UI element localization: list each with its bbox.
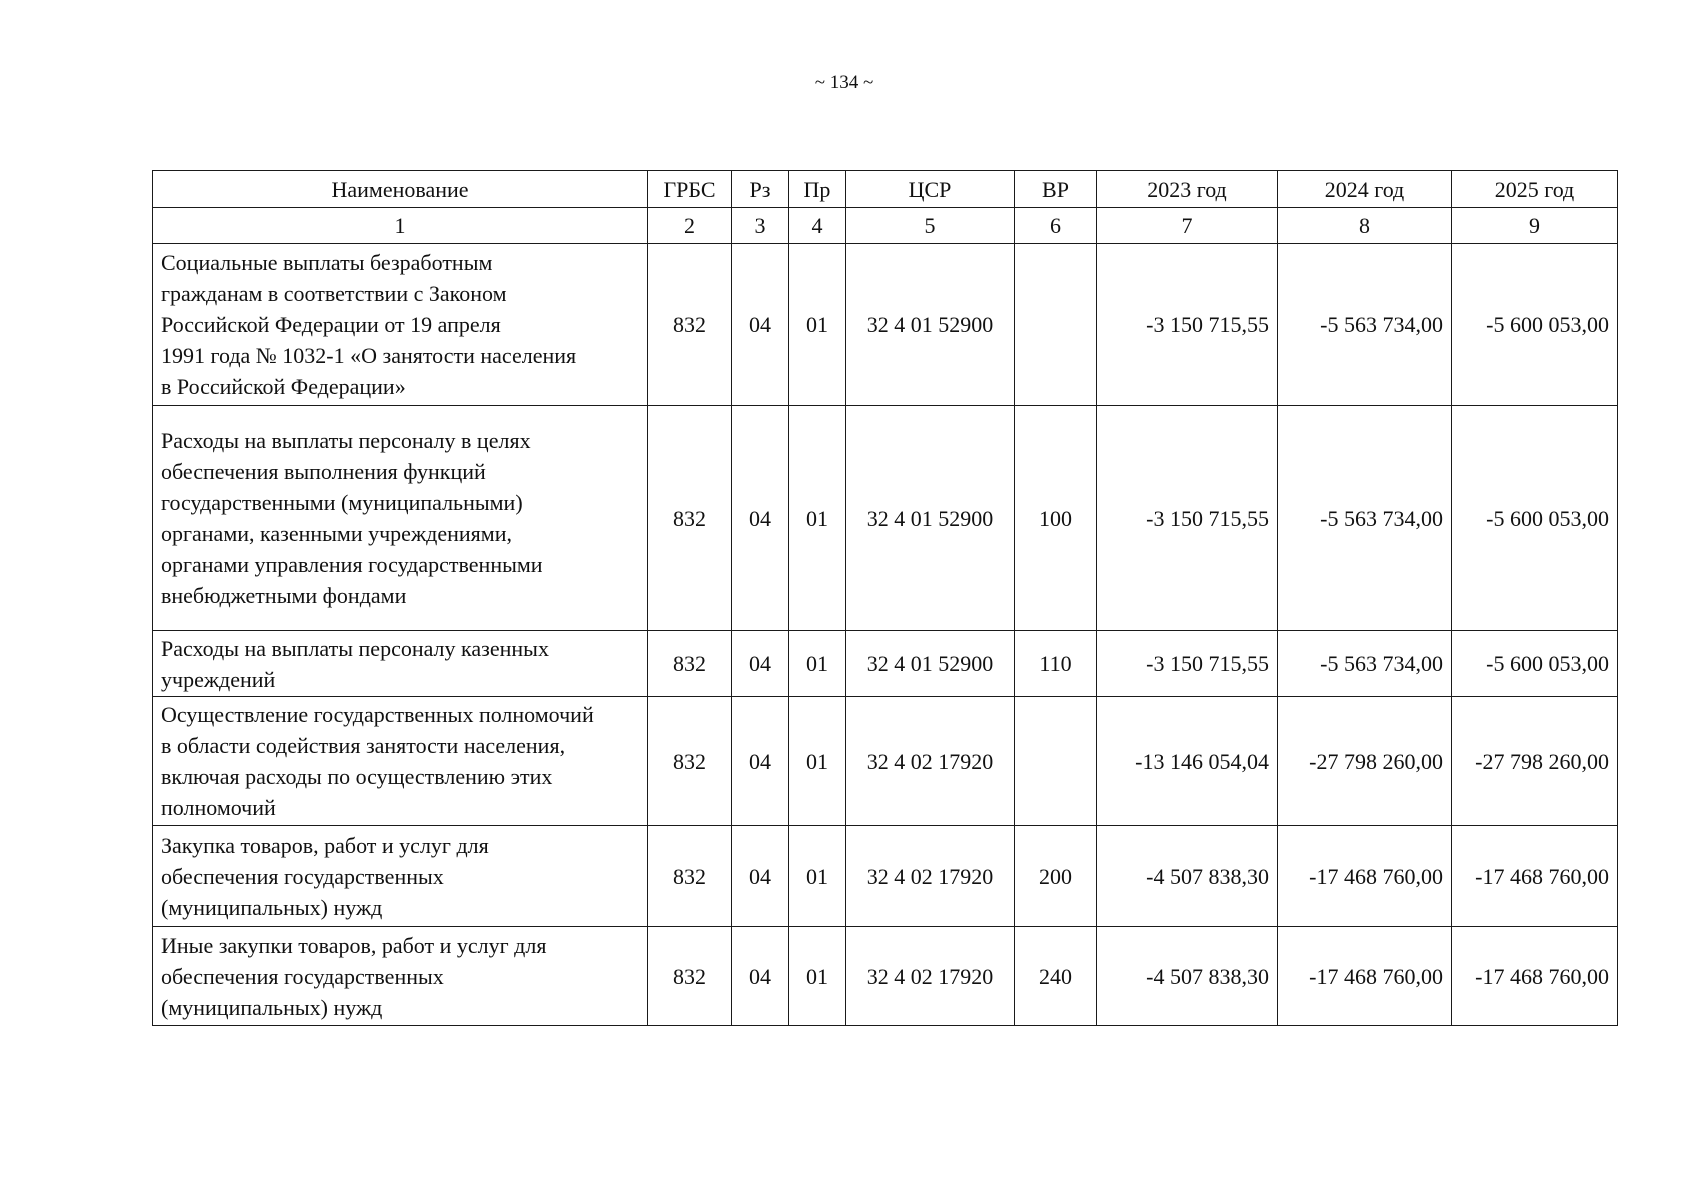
row-rz: 04 [732, 697, 789, 826]
row-vr: 240 [1015, 927, 1097, 1026]
row-2025: -17 468 760,00 [1452, 826, 1618, 927]
row-vr [1015, 244, 1097, 406]
column-number: 1 [153, 208, 648, 244]
column-number: 9 [1452, 208, 1618, 244]
header-2024: 2024 год [1278, 171, 1452, 208]
row-2024: -5 563 734,00 [1278, 631, 1452, 697]
row-vr [1015, 697, 1097, 826]
header-csr: ЦСР [846, 171, 1015, 208]
table-row [153, 244, 1618, 406]
row-2024: -17 468 760,00 [1278, 927, 1452, 1026]
row-2023: -3 150 715,55 [1097, 244, 1278, 406]
column-number: 7 [1097, 208, 1278, 244]
row-csr: 32 4 01 52900 [846, 406, 1015, 631]
row-pr: 01 [789, 244, 846, 406]
row-rz: 04 [732, 927, 789, 1026]
column-number-row [153, 208, 1618, 244]
row-2025: -5 600 053,00 [1452, 244, 1618, 406]
row-name: Расходы на выплаты персоналу в целях обеспечения выполнения функций государственными (муниципальными) органами, казенными учреждениями, органами управления государственными внебюджетными фондами [153, 406, 648, 631]
row-2023: -3 150 715,55 [1097, 631, 1278, 697]
row-2025: -17 468 760,00 [1452, 927, 1618, 1026]
row-2024: -27 798 260,00 [1278, 697, 1452, 826]
row-2023: -13 146 054,04 [1097, 697, 1278, 826]
row-name: Иные закупки товаров, работ и услуг для обеспечения государственных (муниципальных) нужд [153, 927, 648, 1026]
row-grbs: 832 [648, 406, 732, 631]
table-row [153, 826, 1618, 927]
row-csr: 32 4 02 17920 [846, 927, 1015, 1026]
row-2023: -4 507 838,30 [1097, 927, 1278, 1026]
column-number: 2 [648, 208, 732, 244]
row-grbs: 832 [648, 244, 732, 406]
row-csr: 32 4 02 17920 [846, 826, 1015, 927]
row-2025: -5 600 053,00 [1452, 406, 1618, 631]
row-2023: -3 150 715,55 [1097, 406, 1278, 631]
row-name: Социальные выплаты безработным гражданам в соответствии с Законом Российской Федерации от 19 апреля 1991 года № 1032-1 «О занятости населения в Российской Федерации» [153, 244, 648, 406]
row-2025: -5 600 053,00 [1452, 631, 1618, 697]
header-grbs: ГРБС [648, 171, 732, 208]
row-rz: 04 [732, 244, 789, 406]
row-name: Осуществление государственных полномочий в области содействия занятости населения, включая расходы по осуществлению этих полномочий [153, 697, 648, 826]
row-pr: 01 [789, 631, 846, 697]
column-number: 6 [1015, 208, 1097, 244]
column-number: 3 [732, 208, 789, 244]
row-grbs: 832 [648, 631, 732, 697]
row-pr: 01 [789, 826, 846, 927]
header-2023: 2023 год [1097, 171, 1278, 208]
header-name: Наименование [153, 171, 648, 208]
row-grbs: 832 [648, 697, 732, 826]
column-number: 8 [1278, 208, 1452, 244]
row-rz: 04 [732, 826, 789, 927]
row-rz: 04 [732, 406, 789, 631]
row-name: Закупка товаров, работ и услуг для обеспечения государственных (муниципальных) нужд [153, 826, 648, 927]
row-rz: 04 [732, 631, 789, 697]
header-row [153, 171, 1618, 208]
page-number: ~ 134 ~ [814, 72, 874, 93]
table-row [153, 406, 1618, 631]
row-vr: 110 [1015, 631, 1097, 697]
row-csr: 32 4 01 52900 [846, 631, 1015, 697]
header-vr: ВР [1015, 171, 1097, 208]
row-pr: 01 [789, 406, 846, 631]
table-row [153, 927, 1618, 1026]
row-pr: 01 [789, 697, 846, 826]
row-vr: 100 [1015, 406, 1097, 631]
column-number: 5 [846, 208, 1015, 244]
table-row [153, 631, 1618, 697]
column-number: 4 [789, 208, 846, 244]
row-pr: 01 [789, 927, 846, 1026]
header-2025: 2025 год [1452, 171, 1618, 208]
row-2024: -5 563 734,00 [1278, 406, 1452, 631]
row-2024: -5 563 734,00 [1278, 244, 1452, 406]
row-csr: 32 4 01 52900 [846, 244, 1015, 406]
row-name: Расходы на выплаты персоналу казенных учреждений [153, 631, 648, 697]
row-grbs: 832 [648, 927, 732, 1026]
row-csr: 32 4 02 17920 [846, 697, 1015, 826]
header-pr: Пр [789, 171, 846, 208]
table-row [153, 697, 1618, 826]
row-2024: -17 468 760,00 [1278, 826, 1452, 927]
row-grbs: 832 [648, 826, 732, 927]
row-2025: -27 798 260,00 [1452, 697, 1618, 826]
row-vr: 200 [1015, 826, 1097, 927]
header-rz: Рз [732, 171, 789, 208]
row-2023: -4 507 838,30 [1097, 826, 1278, 927]
budget-table [152, 170, 1618, 1026]
